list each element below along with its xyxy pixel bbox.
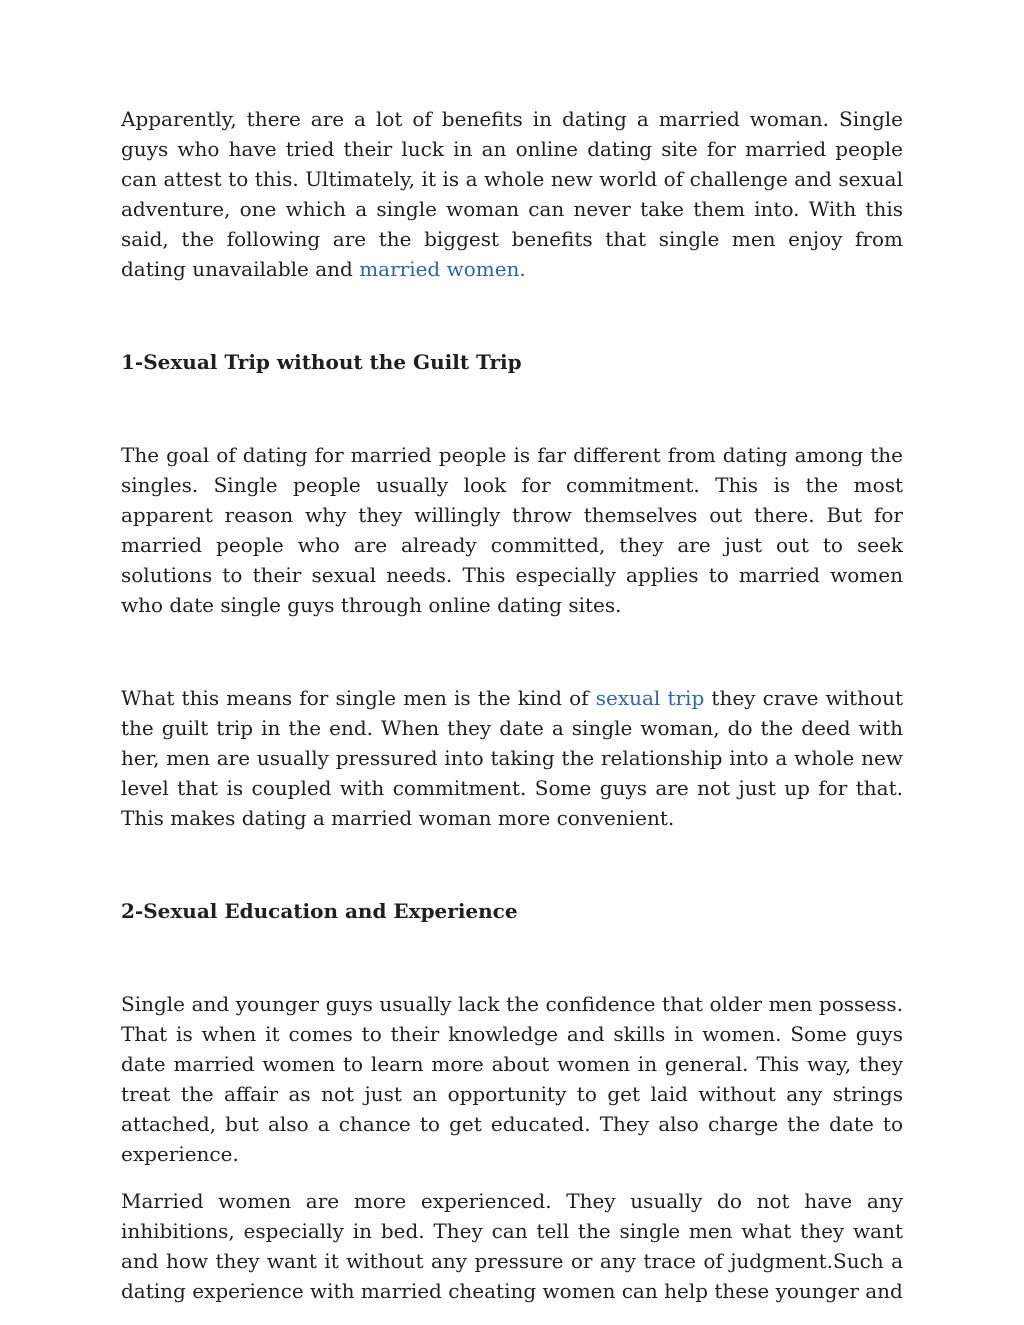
section-2-paragraph-2: Married women are more experienced. They usually do not have any inhibitions, especially in bed. They can tell the single men what they want and how they want it without any pressure or any trace of judgment.Such a dating experience with married cheating women can help these younger and: [121, 1189, 903, 1303]
married-women-link[interactable]: married women.: [359, 257, 526, 281]
document-body: [121, 104, 903, 1306]
intro-text: Apparently, there are a lot of benefits in dating a married woman. Single guys who have tried their luck in an online dating site for married people can attest to this. Ultimately, it is a whole new world of challenge and sexual adventure, one which a single woman can never take them into. With this said, the following are the biggest benefits that single men enjoy from dating unavailable and: [121, 107, 903, 281]
sexual-trip-link[interactable]: sexual trip: [595, 686, 705, 710]
section-1-paragraph-1: The goal of dating for married people is far different from dating among the singles. Single people usually look for commitment. This is the most apparent reason why they willingly throw themselves out there. But for married people who are already committed, they are just out to seek solutions to their sexual needs. This especially applies to married women who date single guys through online dating sites.: [121, 443, 903, 617]
intro-paragraph: [121, 104, 903, 284]
section-heading-1: 1-Sexual Trip without the Guilt Trip: [121, 350, 522, 374]
section-2-paragraph-1: Single and younger guys usually lack the confidence that older men possess. That is when it comes to their knowledge and skills in women. Some guys date married women to learn more about women in general. This way, they treat the affair as not just an opportunity to get laid without any strings attached, but also a chance to get educated. They also charge the date to experience.: [121, 992, 903, 1166]
section-1-paragraph-2: [121, 683, 903, 833]
section-heading-2: 2-Sexual Education and Experience: [121, 899, 518, 923]
paragraph-text-after: they crave without the guilt trip in the end. When they date a single woman, do the deed with her, men are usually pressured into taking the relationship into a whole new level that is coupled with commitment. Some guys are not just up for that. This makes dating a married woman more convenient.: [121, 686, 903, 830]
paragraph-text-before: What this means for single men is the kind of: [121, 686, 596, 710]
